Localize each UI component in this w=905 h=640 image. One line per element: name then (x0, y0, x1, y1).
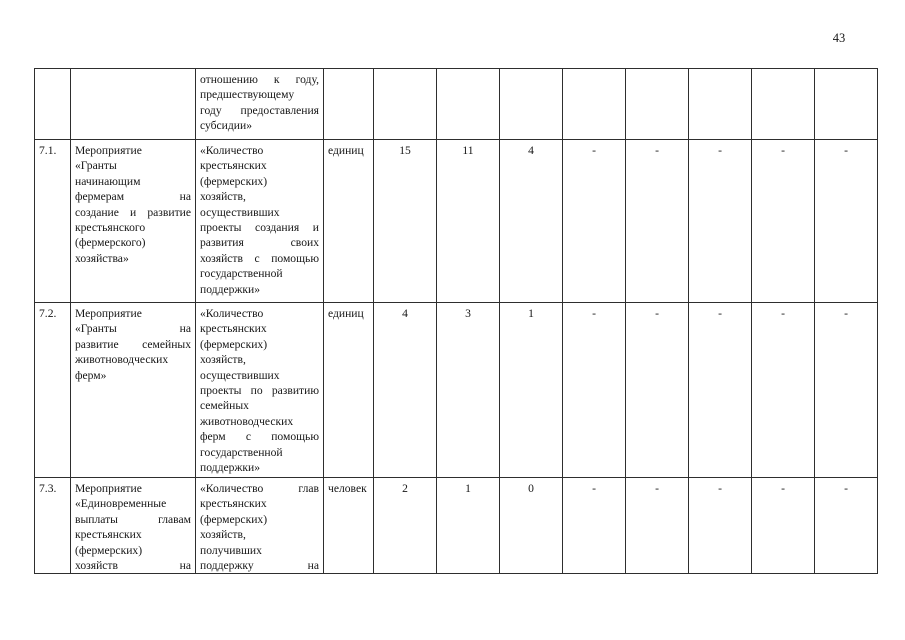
indicator-name-cell (196, 303, 324, 478)
cell-text-line: предшествующему (200, 88, 295, 102)
value-cell: 2 (374, 478, 437, 574)
value-cell (689, 69, 752, 140)
cell-text-line: «Гранты на (75, 322, 191, 336)
cell-text-line: Мероприятие (75, 482, 142, 495)
cell-text-line: «Количество (200, 307, 264, 320)
value-cell: 15 (374, 140, 437, 303)
cell-text-line: хозяйств с помощью (200, 251, 319, 265)
measure-name-cell (71, 69, 196, 140)
cell-text-line: (фермерского) (75, 236, 146, 250)
cell-text-line: Мероприятие (75, 144, 142, 157)
value-cell: 4 (500, 140, 563, 303)
cell-text-line: (фермерских) (200, 174, 268, 188)
value-cell (374, 69, 437, 140)
measure-name-cell (71, 303, 196, 478)
cell-text-line: начинающим (75, 174, 141, 188)
value-cell: 4 (374, 303, 437, 478)
unit-cell: единиц (324, 140, 374, 303)
value-cell: - (752, 140, 815, 303)
cell-text-line: создание и развитие (75, 205, 191, 219)
cell-text-line: поддержку на (200, 559, 319, 573)
cell-text-line: ферм» (75, 368, 107, 382)
value-cell: - (689, 140, 752, 303)
cell-text-line: (фермерских) (200, 337, 268, 351)
cell-text-line: развития своих (200, 236, 319, 250)
value-cell: - (626, 140, 689, 303)
value-cell: - (815, 140, 878, 303)
cell-text-line: крестьянских (200, 159, 267, 173)
cell-text-line: государственной (200, 445, 283, 459)
value-cell: 0 (500, 478, 563, 574)
cell-text-line: «Единовременные (75, 497, 167, 511)
row-number-cell: 7.2. (35, 303, 71, 478)
value-cell: 1 (437, 478, 500, 574)
cell-text-line: крестьянских (200, 322, 267, 336)
value-cell: - (752, 303, 815, 478)
value-cell: 11 (437, 140, 500, 303)
value-cell: 1 (500, 303, 563, 478)
cell-text-line: проекты по развитию (200, 384, 319, 398)
cell-text-line: хозяйств, (200, 353, 246, 367)
cell-text-line: (фермерских) (200, 512, 268, 526)
cell-text-line: крестьянских (200, 497, 267, 511)
value-cell: - (689, 478, 752, 574)
cell-text-line: поддержки» (200, 282, 261, 296)
value-cell: - (563, 303, 626, 478)
row-number-cell: 7.1. (35, 140, 71, 303)
cell-text-line: хозяйств, (200, 528, 246, 542)
cell-text-line: получивших (200, 543, 262, 557)
value-cell (500, 69, 563, 140)
cell-text-line: «Количество (200, 144, 264, 157)
cell-text-line: развитие семейных (75, 337, 191, 351)
cell-text-line: ферм с помощью (200, 430, 319, 444)
row-number-cell (35, 69, 71, 140)
cell-text-line: «Гранты (75, 159, 117, 173)
table-row (35, 478, 878, 574)
value-cell: 3 (437, 303, 500, 478)
row-number-cell: 7.3. (35, 478, 71, 574)
cell-text-line: осуществивших (200, 205, 280, 219)
value-cell: - (563, 140, 626, 303)
value-cell: - (563, 478, 626, 574)
value-cell (815, 69, 878, 140)
unit-cell: единиц (324, 303, 374, 478)
cell-text-line: крестьянских (75, 528, 142, 542)
value-cell (626, 69, 689, 140)
cell-text-line: фермерам на (75, 190, 191, 204)
unit-cell (324, 69, 374, 140)
table-row (35, 140, 878, 303)
cell-text-line: году предоставления (200, 103, 319, 117)
indicator-name-cell (196, 69, 324, 140)
cell-text-line: субсидии» (200, 119, 252, 133)
page-number: 43 (832, 31, 846, 45)
measure-name-cell (71, 140, 196, 303)
cell-text-line: проекты создания и (200, 221, 319, 235)
value-cell (563, 69, 626, 140)
value-cell (752, 69, 815, 140)
value-cell: - (689, 303, 752, 478)
unit-cell: человек (324, 478, 374, 574)
cell-text-line: хозяйств, (200, 190, 246, 204)
cell-text-line: «Количество глав (200, 482, 319, 495)
indicators-table (34, 68, 878, 574)
value-cell: - (815, 303, 878, 478)
cell-text-line: осуществивших (200, 368, 280, 382)
value-cell: - (752, 478, 815, 574)
value-cell: - (626, 478, 689, 574)
table-row (35, 303, 878, 478)
cell-text-line: крестьянского (75, 221, 146, 235)
value-cell: - (815, 478, 878, 574)
cell-text-line: (фермерских) (75, 543, 143, 557)
measure-name-cell (71, 478, 196, 574)
cell-text-line: поддержки» (200, 461, 261, 475)
cell-text-line: хозяйств на (75, 559, 191, 573)
table-row-continuation (35, 69, 878, 140)
cell-text-line: государственной (200, 267, 283, 281)
value-cell: - (626, 303, 689, 478)
cell-text-line: Мероприятие (75, 307, 142, 320)
cell-text-line: хозяйства» (75, 251, 129, 265)
indicator-name-cell (196, 140, 324, 303)
cell-text-line: выплаты главам (75, 512, 191, 526)
indicator-name-cell (196, 478, 324, 574)
cell-text-line: животноводческих (75, 353, 169, 367)
cell-text-line: животноводческих (200, 414, 294, 428)
value-cell (437, 69, 500, 140)
cell-text-line: семейных (200, 399, 249, 413)
cell-text-line: отношению к году, (200, 73, 319, 86)
